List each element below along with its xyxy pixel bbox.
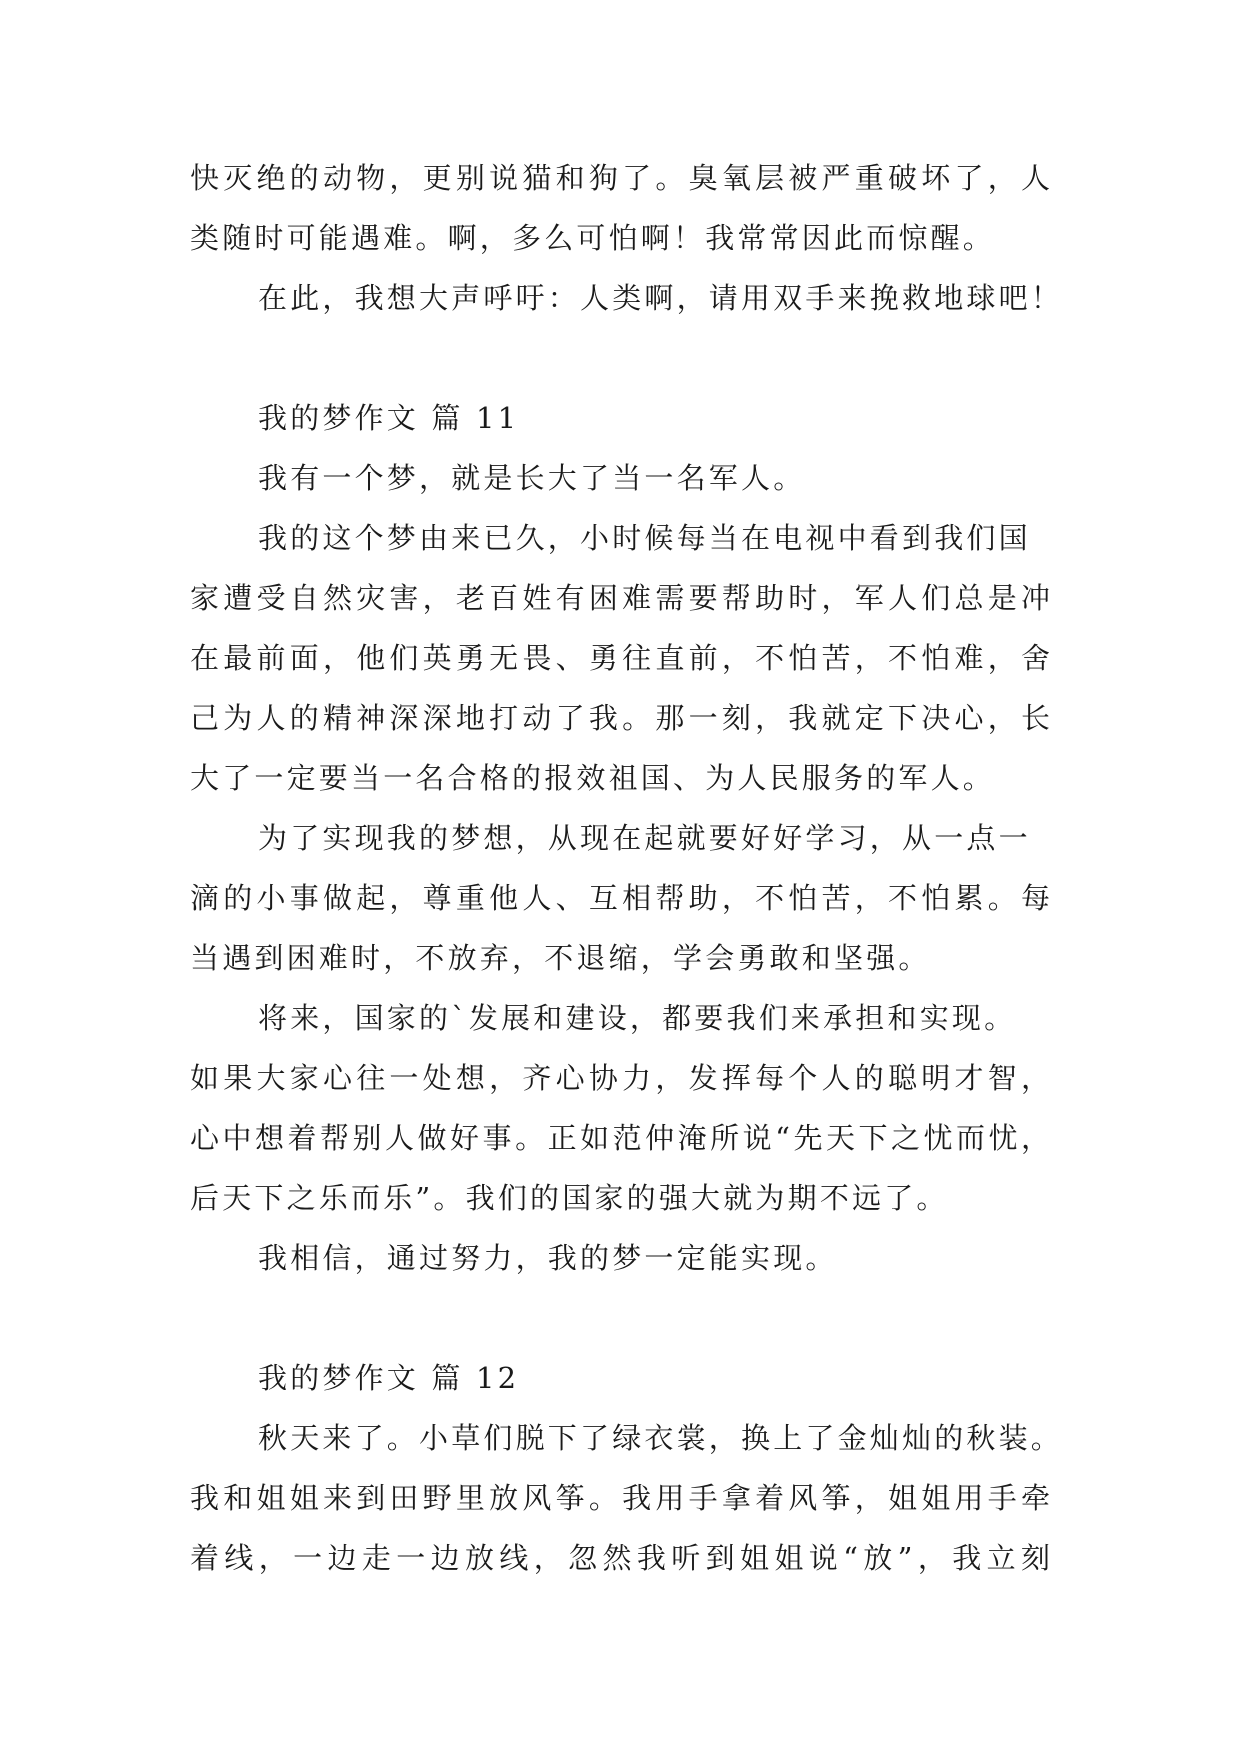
paragraph-line: 我有一个梦，就是长大了当一名军人。	[258, 461, 806, 495]
paragraph-line: 秋天来了。小草们脱下了绿衣裳，换上了金灿灿的秋装。	[258, 1421, 1064, 1455]
paragraph-line: 如果大家心往一处想，齐心协力，发挥每个人的聪明才智，	[190, 1061, 1050, 1095]
paragraph-line: 类随时可能遇难。啊，多么可怕啊！我常常因此而惊醒。	[190, 221, 996, 255]
paragraph-line: 在最前面，他们英勇无畏、勇往直前，不怕苦，不怕难，舍	[190, 641, 1050, 675]
paragraph-line: 大了一定要当一名合格的报效祖国、为人民服务的军人。	[190, 761, 996, 795]
paragraph-line: 着线，一边走一边放线，忽然我听到姐姐说“放”，我立刻	[190, 1541, 1050, 1575]
paragraph-line: 在此，我想大声呼吁：人类啊，请用双手来挽救地球吧！	[258, 281, 1064, 315]
paragraph-line: 当遇到困难时，不放弃，不退缩，学会勇敢和坚强。	[190, 941, 931, 975]
paragraph-line: 家遭受自然灾害，老百姓有困难需要帮助时，军人们总是冲	[190, 581, 1050, 615]
paragraph-line: 我的这个梦由来已久，小时候每当在电视中看到我们国	[258, 521, 1031, 555]
paragraph-line: 我和姐姐来到田野里放风筝。我用手拿着风筝，姐姐用手牵	[190, 1481, 1050, 1515]
section-heading-11: 我的梦作文 篇 11	[258, 401, 520, 435]
paragraph-line: 我相信，通过努力，我的梦一定能实现。	[258, 1241, 838, 1275]
paragraph-line: 己为人的精神深深地打动了我。那一刻，我就定下决心，长	[190, 701, 1050, 735]
paragraph-line: 为了实现我的梦想，从现在起就要好好学习，从一点一	[258, 821, 1031, 855]
paragraph-line: 滴的小事做起，尊重他人、互相帮助，不怕苦，不怕累。每	[190, 881, 1050, 915]
paragraph-line: 心中想着帮别人做好事。正如范仲淹所说“先天下之忧而忧，	[190, 1121, 1050, 1155]
paragraph-line: 将来，国家的`发展和建设，都要我们来承担和实现。	[258, 1001, 1017, 1035]
paragraph-line: 快灭绝的动物，更别说猫和狗了。臭氧层被严重破坏了，人	[190, 161, 1050, 195]
section-heading-12: 我的梦作文 篇 12	[258, 1361, 520, 1395]
section-gap	[190, 340, 1050, 400]
document-page	[190, 160, 1064, 1600]
section-gap	[190, 1300, 1050, 1360]
paragraph-line: 后天下之乐而乐”。我们的国家的强大就为期不远了。	[190, 1181, 949, 1215]
